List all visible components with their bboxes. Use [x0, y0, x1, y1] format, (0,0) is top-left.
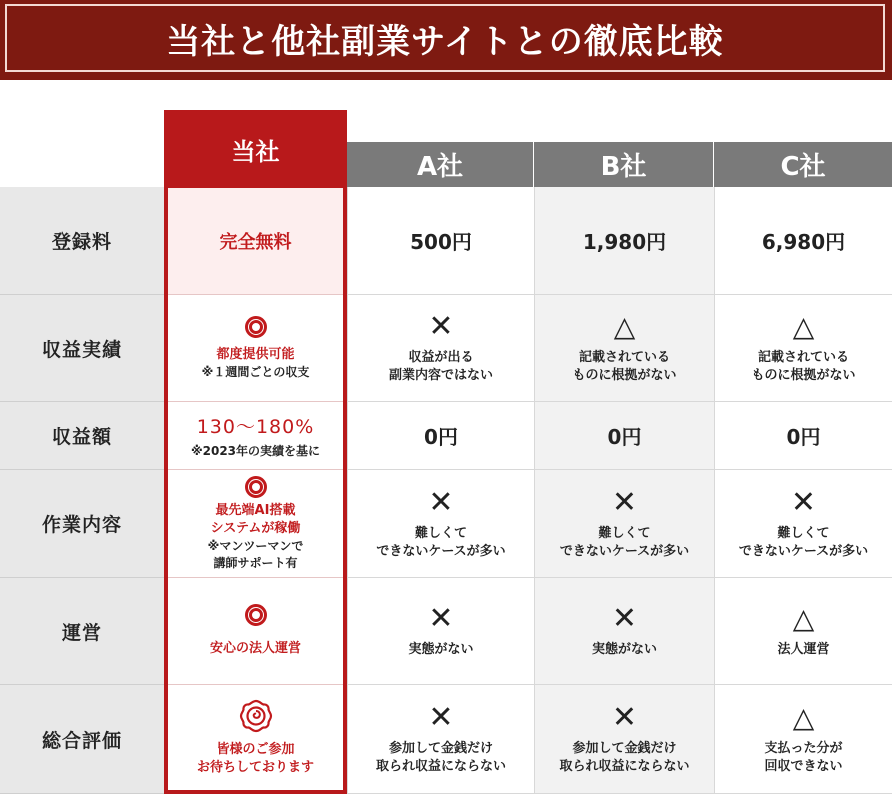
amount-value: 0円 — [607, 425, 642, 449]
row-label-earnings-amount: 収益額 — [0, 402, 164, 470]
cross-icon: ✕ — [428, 309, 454, 344]
cell-b-overall — [534, 685, 714, 794]
price-value: 500円 — [410, 230, 472, 254]
triangle-icon: △ — [613, 310, 636, 343]
cell-a-operation — [347, 578, 534, 685]
cell-c-operation — [714, 578, 892, 685]
cross-icon: ✕ — [428, 484, 454, 520]
note-line: 副業内容ではない — [388, 368, 493, 383]
note-line: 取られ収益にならない — [375, 759, 506, 774]
row-label-operation: 運営 — [0, 578, 164, 685]
cell-a-earnings-amount — [347, 402, 534, 470]
cell-b-earnings-amount — [534, 402, 714, 470]
column-header-ours: 当社 — [164, 110, 347, 188]
ours-registration-fee — [168, 188, 343, 295]
note-line: 難しくて — [414, 525, 467, 541]
note-line: できないケースが多い — [559, 543, 690, 559]
cell-c-earnings-amount — [714, 402, 892, 470]
note-line: 難しくて — [598, 525, 651, 541]
black-note: ※１週間ごとの収支 — [201, 364, 310, 379]
triangle-icon: △ — [792, 310, 815, 343]
note-line: ものに根拠がない — [751, 368, 856, 383]
note-line: 支払った分が — [764, 741, 843, 756]
note-line: できないケースが多い — [376, 543, 506, 559]
note-line: ものに根拠がない — [572, 368, 677, 383]
double-circle-icon — [245, 604, 267, 626]
black-note: ※2023年の実績を基に — [190, 443, 321, 458]
note-line: 法人運営 — [777, 642, 830, 657]
cell-b-operation — [534, 578, 714, 685]
amount-value: 0円 — [786, 425, 821, 449]
price-value: 1,980円 — [582, 230, 667, 254]
cell-b-work-content — [534, 470, 714, 578]
note-line: 記載されている — [757, 350, 849, 365]
cell-b-registration-fee — [534, 187, 714, 295]
note-line: 難しくて — [777, 525, 830, 541]
price-value: 6,980円 — [761, 230, 846, 254]
cell-c-registration-fee — [714, 187, 892, 295]
cell-a-overall — [347, 685, 534, 794]
ours-earnings-amount — [168, 402, 343, 470]
black-note: 講師サポート有 — [213, 555, 298, 570]
column-header-c: C社 — [714, 142, 892, 187]
column-header-a: A社 — [347, 142, 533, 187]
row-label-work-content: 作業内容 — [0, 470, 164, 578]
ours-overall — [168, 685, 343, 790]
cell-a-registration-fee — [347, 187, 534, 295]
cross-icon: ✕ — [790, 484, 817, 520]
earnings-percent: 130～180% — [196, 415, 315, 438]
note-line: 記載されている — [578, 350, 670, 365]
cell-b-earnings-record — [534, 295, 714, 402]
cell-c-overall — [714, 685, 892, 794]
cross-icon: ✕ — [611, 601, 638, 636]
note-line: 実態がない — [408, 642, 474, 657]
triangle-icon: △ — [792, 602, 815, 635]
cell-c-earnings-record — [714, 295, 892, 402]
triangle-icon: △ — [792, 701, 815, 734]
note-line: 収益が出る — [408, 350, 474, 365]
black-note: ※マンツーマンで — [207, 538, 304, 553]
double-circle-icon — [245, 476, 267, 498]
title-banner — [0, 0, 892, 80]
amount-value: 0円 — [424, 425, 458, 449]
ours-work-content — [168, 470, 343, 578]
column-header-b: B社 — [534, 142, 713, 187]
red-note: 皆様のご参加 — [216, 741, 295, 757]
cross-icon: ✕ — [428, 601, 454, 636]
ours-operation — [168, 578, 343, 685]
row-label-earnings-record: 収益実績 — [0, 295, 164, 402]
row-label-registration-fee: 登録料 — [0, 187, 164, 295]
cross-icon: ✕ — [428, 700, 454, 735]
page-title: 当社と他社副業サイトとの徹底比較 — [166, 21, 724, 62]
cell-a-earnings-record — [347, 295, 534, 402]
flower-circle-icon — [239, 699, 273, 733]
free-label: 完全無料 — [219, 232, 292, 253]
red-note: 最先端AI搭載 — [215, 502, 296, 518]
row-label-overall: 総合評価 — [0, 685, 164, 794]
red-note: 都度提供可能 — [216, 346, 295, 362]
red-note: 安心の法人運営 — [209, 641, 301, 656]
red-note: システムが稼働 — [210, 520, 301, 536]
double-circle-icon — [245, 316, 267, 338]
note-line: 回収できない — [764, 759, 843, 774]
cell-c-work-content — [714, 470, 892, 578]
note-line: 取られ収益にならない — [559, 759, 690, 774]
note-line: できないケースが多い — [738, 543, 869, 559]
note-line: 参加して金銭だけ — [572, 741, 677, 756]
title-frame — [5, 4, 885, 72]
cell-a-work-content — [347, 470, 534, 578]
note-line: 実態がない — [591, 642, 657, 657]
cross-icon: ✕ — [611, 700, 638, 735]
ours-earnings-record — [168, 295, 343, 402]
red-note: お待ちしております — [196, 759, 314, 775]
cross-icon: ✕ — [611, 484, 638, 520]
note-line: 参加して金銭だけ — [388, 741, 493, 756]
